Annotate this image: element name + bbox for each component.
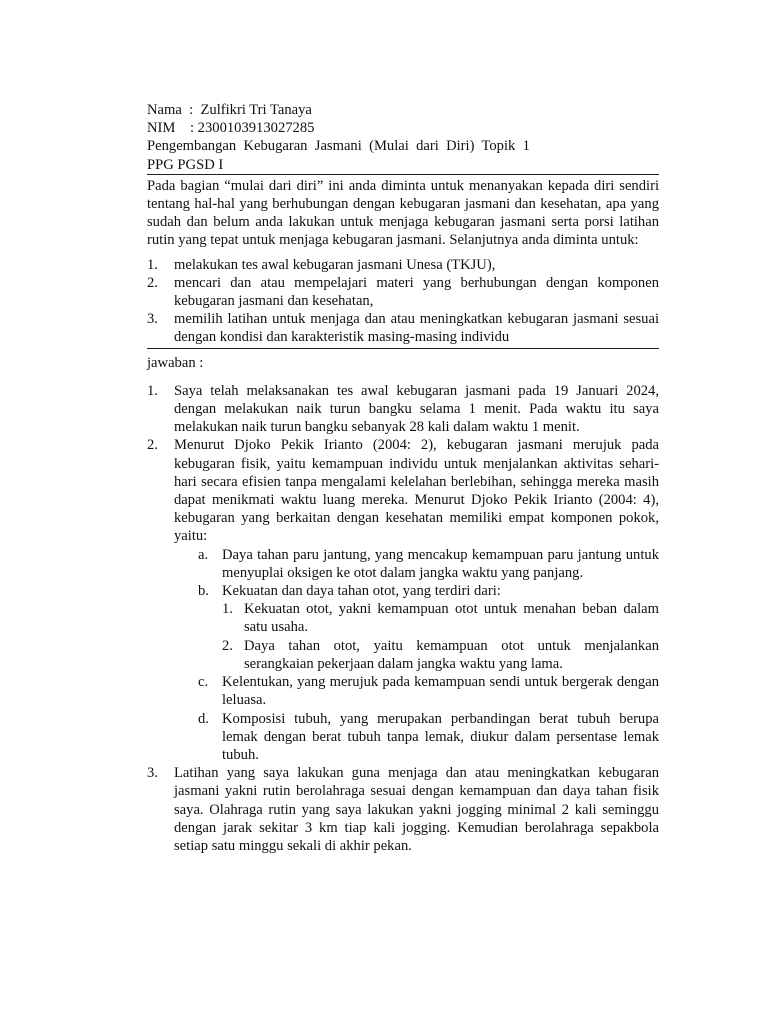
header-block — [147, 101, 659, 174]
list-text: memilih latihan untuk menjaga dan atau meningkatkan kebugaran jasmani sesuai dengan kondisi dan karakteristik masing-masing individu — [174, 311, 659, 346]
list-item — [147, 310, 659, 346]
prompt-list — [147, 256, 659, 347]
list-letter: b. — [198, 583, 209, 600]
list-text: Latihan yang saya lakukan guna menjaga dan atau meningkatkan kebugaran jasmani yakni rutin berolahraga sesuai dengan kemampuan dan daya tahan fisik saya. Olahraga rutin yang saya lakukan yakni jogging minimal 2 kali seminggu dengan jarak sekitar 3 km tiap kali jogging. Kemudian berolahraga sepakbola setiap satu minggu sekali di akhir pekan. — [174, 765, 659, 854]
list-item — [147, 256, 659, 274]
answer-list — [147, 382, 659, 546]
list-text: melakukan tes awal kebugaran jasmani Unesa (TKJU), — [174, 256, 496, 273]
list-text: mencari dan atau mempelajari materi yang berhubungan dengan komponen kebugaran jasmani dan kesehatan, — [174, 274, 659, 310]
list-text: Daya tahan paru jantung, yang mencakup kemampuan paru jantung untuk menyuplai oksigen ke otot dalam jangka waktu yang panjang. — [222, 546, 659, 581]
component-item-d — [174, 710, 659, 765]
answer-item-3 — [147, 764, 659, 855]
answer-item-1 — [147, 382, 659, 437]
program-name: PPG PGSD I — [147, 156, 224, 173]
list-number: 2. — [222, 637, 233, 654]
prompt-paragraph: Pada bagian “mulai dari diri” ini anda diminta untuk menanyakan kepada diri sendiri tentang hal-hal yang berhubungan dengan kebugaran jasmani dan kesehatan, apa yang sudah dan belum anda lakukan untuk menjaga kebugaran jasmani serta porsi latihan rutin yang tepat untuk menjaga kebugaran jasmani. Selanjutnya anda diminta untuk: — [147, 177, 659, 249]
list-text: Saya telah melaksanakan tes awal kebugaran jasmani pada 19 Januari 2024, dengan melakukan naik turun bangku selama 1 menit. Pada waktu itu saya melakukan naik turun bangku sebanyak 28 kali dalam waktu 1 menit. — [174, 382, 659, 436]
list-text: Kekuatan otot, yakni kemampuan otot untuk menahan beban dalam satu usaha. — [244, 601, 659, 636]
muscle-list — [222, 600, 659, 673]
list-text: Menurut Djoko Pekik Irianto (2004: 2), kebugaran jasmani merujuk pada kebugaran fisik, yaitu kemampuan individu untuk menjalankan aktivitas sehari-hari secara efisien tanpa mengalami kelelahan berlebihan, sehingga mereka masih dapat menikmati waktu luang mereka. Menurut Djoko Pekik Irianto (2004: 4), kebugaran yang berkaitan dengan kesehatan memiliki empat komponen pokok, yaitu: — [174, 437, 659, 545]
answer-item-2 — [147, 436, 659, 545]
list-number: 3. — [147, 765, 158, 782]
list-text: Komposisi tubuh, yang merupakan perbandingan berat tubuh berupa lemak dengan berat tubuh tanpa lemak, diukur dalam persentase lemak tubuh. — [222, 710, 659, 763]
muscle-item-2 — [222, 637, 659, 673]
list-number: 1. — [222, 601, 233, 618]
list-letter: a. — [198, 546, 209, 563]
student-nim: NIM : 2300103913027285 — [147, 120, 315, 137]
list-number: 2. — [147, 437, 158, 454]
list-item — [147, 274, 659, 310]
list-letter: c. — [198, 674, 209, 691]
list-text: Kekuatan dan daya tahan otot, yang terdiri dari: — [222, 583, 501, 600]
list-number: 2. — [147, 274, 158, 291]
course-title: Pengembangan Kebugaran Jasmani (Mulai dari Diri) Topik 1 — [147, 138, 530, 155]
student-name: Nama : Zulfikri Tri Tanaya — [147, 102, 312, 118]
list-number: 1. — [147, 256, 158, 273]
component-item-b — [174, 582, 659, 673]
component-item-a — [174, 546, 659, 582]
answer-block — [147, 349, 659, 855]
prompt-block — [147, 175, 659, 347]
list-text: Daya tahan otot, yaitu kemampuan otot untuk menjalankan serangkaian pekerjaan dalam jangka waktu yang lama. — [244, 637, 659, 672]
muscle-item-1 — [222, 600, 659, 636]
list-text: Kelentukan, yang merujuk pada kemampuan sendi untuk bergerak dengan leluasa. — [222, 674, 659, 709]
list-number: 3. — [147, 311, 158, 328]
answer-list-continued — [147, 764, 659, 855]
answer-label: jawaban : — [147, 354, 204, 371]
document-page — [147, 101, 659, 855]
component-list — [174, 546, 659, 764]
list-number: 1. — [147, 382, 158, 399]
component-item-c — [174, 673, 659, 709]
list-letter: d. — [198, 710, 209, 727]
